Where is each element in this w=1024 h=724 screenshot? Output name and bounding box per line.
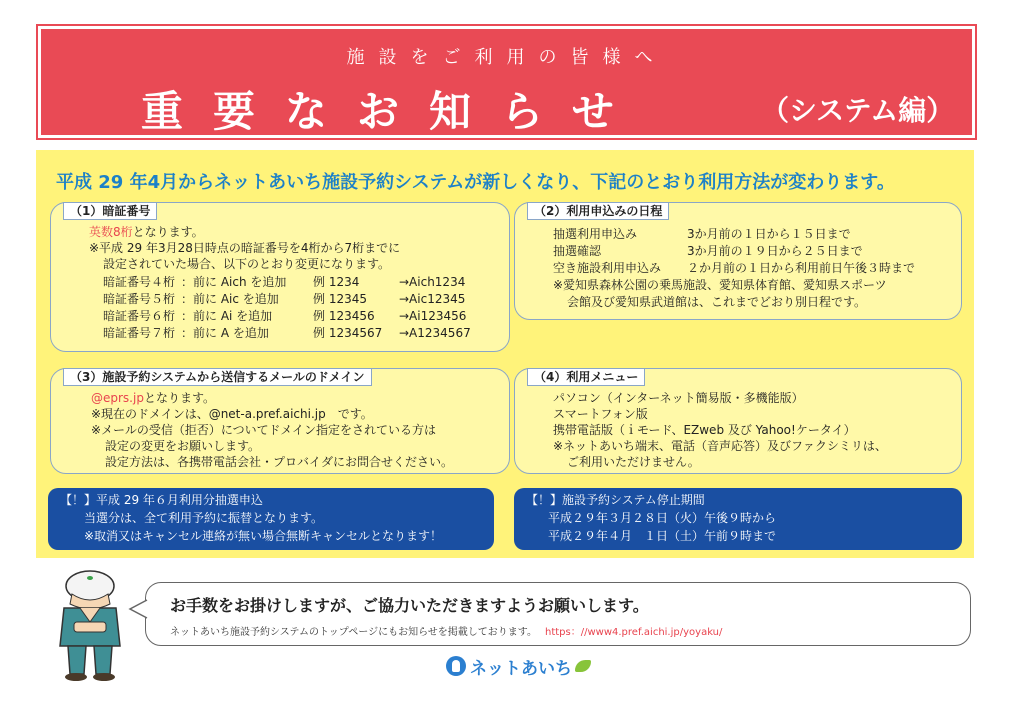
pin-highlight-suffix: となります。 (132, 225, 204, 239)
pin-row-example: 例 1234567 (313, 326, 383, 340)
banner-subtitle: 施設をご利用の皆様へ (346, 47, 667, 68)
menu-line-5: ご利用いただけません。 (567, 455, 700, 469)
schedule-row-name: 抽選確認 (553, 244, 602, 258)
speech-bubble (145, 582, 971, 646)
mail-line-3: ※メールの受信（拒否）についてドメイン指定をされている方は (91, 423, 436, 437)
pin-highlight-line (89, 225, 204, 241)
lottery-notice-line-2: ※取消又はキャンセル連絡が無い場合無断キャンセルとなります！ (84, 529, 443, 543)
notice-banner (38, 26, 975, 138)
schedule-row-value: ２か月前の１日から利用前日午後３時まで (687, 261, 916, 275)
mascot-bowing-figure (50, 568, 130, 682)
mail-line-4: 設定の変更をお願いします。 (105, 439, 261, 453)
pin-row-digits: 暗証番号６桁 (103, 309, 176, 323)
info-panel (36, 150, 974, 558)
logo-mark-icon (446, 656, 466, 676)
mail-domain-line (91, 391, 215, 407)
pin-row-rule: ：前に Aic を追加 (181, 292, 279, 306)
mail-line-5: 設定方法は、各携帯電話会社・プロバイダにお問合せください。 (105, 455, 454, 469)
pin-section-label: （1）暗証番号 (63, 202, 157, 220)
lottery-notice-line-1: 当選分は、全て利用予約に振替となります。 (84, 511, 324, 525)
net-aichi-logo (446, 654, 591, 678)
pin-row-digits: 暗証番号４桁 (103, 275, 176, 289)
mail-domain: @eprs.jp (91, 391, 144, 405)
banner-title: 重要なお知らせ (141, 87, 644, 136)
pin-row-rule: ：前に A を追加 (181, 326, 269, 340)
pin-row-digits: 暗証番号５桁 (103, 292, 176, 306)
bubble-sub-text: ネットあいち施設予約システムのトップページにもお知らせを掲載しております。 (170, 627, 537, 638)
system-stop-notice (514, 488, 962, 550)
pin-row-result: →A1234567 (399, 326, 471, 340)
system-stop-title: 【！】施設予約システム停止期間 (526, 493, 705, 507)
logo-text: ネットあいち (470, 658, 572, 679)
leaf-icon (575, 660, 591, 672)
mail-section-label: （3）施設予約システムから送信するメールのドメイン (63, 368, 372, 386)
pin-row-result: →Ai123456 (399, 309, 467, 323)
menu-section (514, 368, 962, 474)
bubble-tail (128, 598, 148, 620)
mail-domain-suffix: となります。 (143, 391, 215, 405)
pin-highlight: 英数8桁 (89, 225, 133, 239)
pin-row-example: 例 1234 (313, 275, 360, 289)
mail-section (50, 368, 510, 474)
bubble-sub-line (170, 623, 722, 638)
pin-row-rule: ：前に Ai を追加 (181, 309, 273, 323)
lottery-notice-title: 【！】平成 29 年６月利用分抽選申込 (60, 493, 263, 507)
pin-note-2: 設定されていた場合、以下のとおり変更になります。 (103, 257, 391, 271)
pin-row-result: →Aic12345 (399, 292, 466, 306)
schedule-section (514, 202, 962, 320)
menu-section-label: （4）利用メニュー (527, 368, 645, 386)
schedule-section-label: （2）利用申込みの日程 (527, 202, 669, 220)
schedule-note-2: 会館及び愛知県武道館は、これまでどおり別日程です。 (567, 295, 867, 309)
schedule-row-name: 空き施設利用申込み (553, 261, 662, 275)
pin-row-result: →Aich1234 (399, 275, 466, 289)
system-stop-line-2: 平成２９年４月 １日（土）午前９時まで (548, 529, 777, 543)
banner-edition: （システム編） (761, 94, 955, 127)
pin-row-digits: 暗証番号７桁 (103, 326, 176, 340)
system-stop-line-1: 平成２９年３月２８日（火）午後９時から (548, 511, 777, 525)
pin-row-example: 例 12345 (313, 292, 367, 306)
top-page-link[interactable]: https：//www4.pref.aichi.jp/yoyaku/ (545, 627, 723, 638)
pin-note-1: ※平成 29 年3月28日時点の暗証番号を4桁から7桁までに (89, 241, 401, 255)
pin-row-example: 例 123456 (313, 309, 375, 323)
menu-line-2: スマートフォン版 (553, 407, 648, 421)
headline: 平成 29 年4月からネットあいち施設予約システムが新しくなり、下記のとおり利用方法が変わります。 (56, 172, 895, 193)
schedule-row-value: 3か月前の１９日から２５日まで (687, 244, 863, 258)
lottery-notice (48, 488, 494, 550)
bubble-message: お手数をお掛けしますが、ご協力いただきますようお願いします。 (170, 596, 649, 615)
menu-line-4: ※ネットあいち端末、電話（音声応答）及びファクシミリは、 (553, 439, 887, 453)
schedule-row-name: 抽選利用申込み (553, 227, 638, 241)
pin-row-rule: ：前に Aich を追加 (181, 275, 287, 289)
mail-line-2: ※現在のドメインは、@net-a.pref.aichi.jp です。 (91, 407, 373, 421)
menu-line-3: 携帯電話版（ｉモード、EZweb 及び Yahoo!ケータイ） (553, 423, 856, 437)
pin-section (50, 202, 510, 352)
schedule-row-value: 3か月前の１日から１５日まで (687, 227, 851, 241)
schedule-note-1: ※愛知県森林公園の乗馬施設、愛知県体育館、愛知県スポーツ (553, 278, 887, 292)
menu-line-1: パソコン（インターネット簡易版・多機能版） (553, 391, 804, 405)
